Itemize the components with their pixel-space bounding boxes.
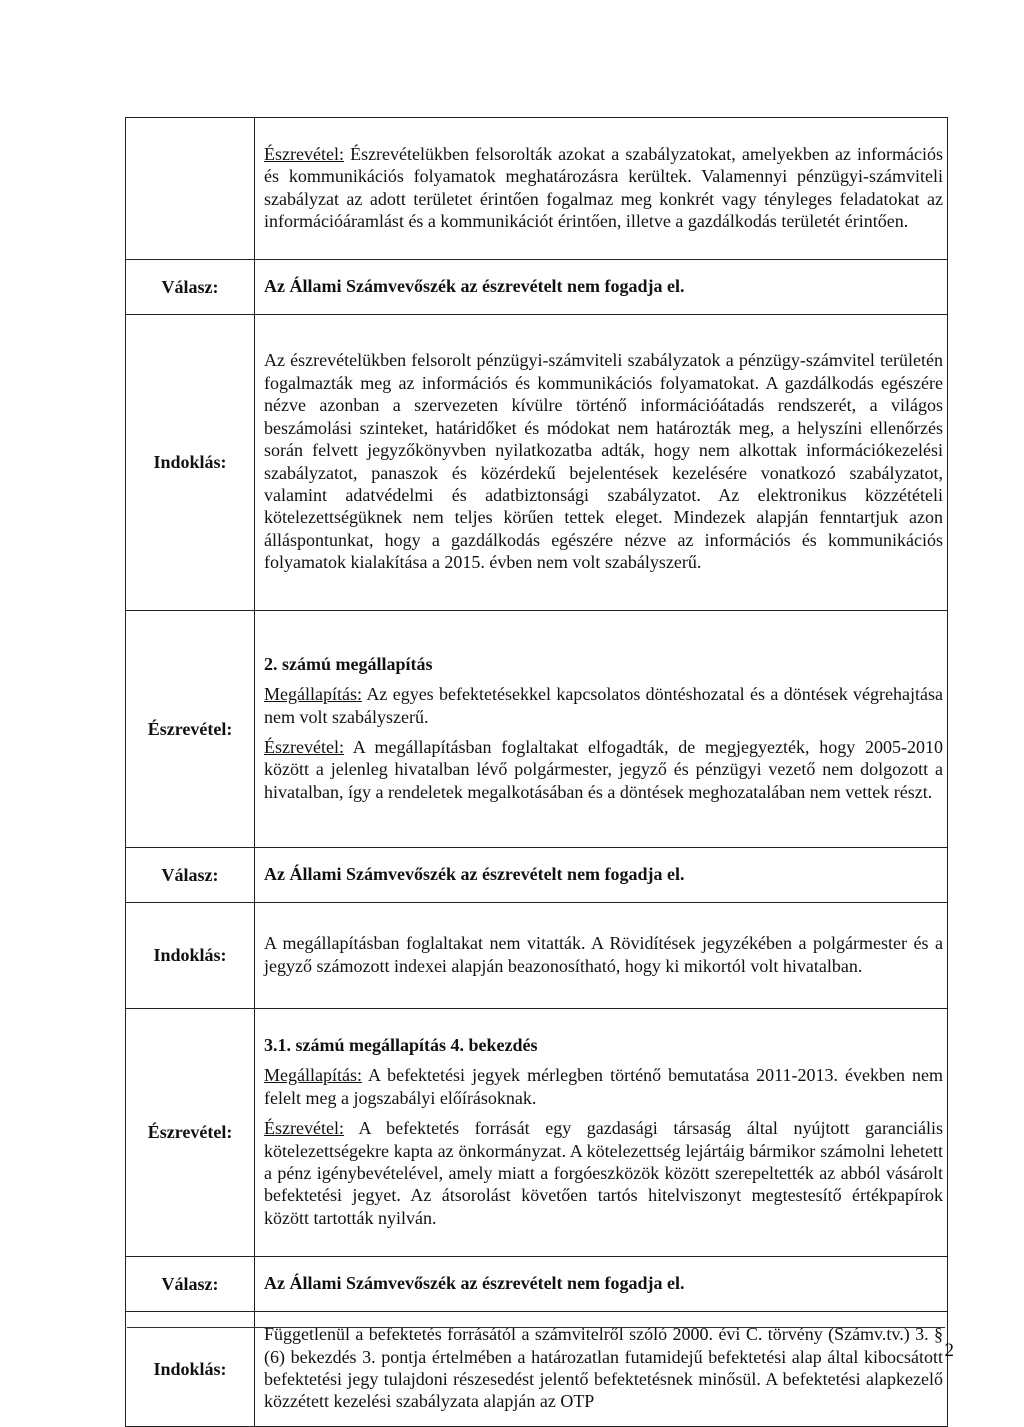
paragraph-heading: Észrevétel: xyxy=(264,737,344,757)
paragraph-text: A befektetés forrását egy gazdasági társaság által nyújtott garanciális kötelezettségekre kapta az önkormányzat. A kötelezettség lejártáig bármikor számolni lehetett a pénz igénybevételével, amely miatt a forgóeszközök között szerepeltették az abból vásárolt befektetési jegyet. Az átsorolást követően tartós hitelviszonyt megtestesítő értékpapírok között tartották nyilván. xyxy=(264,1118,943,1228)
paragraph-heading: Észrevétel: xyxy=(264,1118,344,1139)
table-row xyxy=(126,260,948,315)
paragraph xyxy=(264,1117,943,1229)
justification-text: A megállapításban foglaltakat nem vitatták. A Rövidítések jegyzékében a polgármester és a jegyző számozott indexei alapján beazonosítható, hogy ki mikortól volt hivatalban. xyxy=(255,903,948,1009)
justification-text: Függetlenül a befektetés forrásától a számvitelről szóló 2000. évi C. törvény (Számv.tv.) 3. § (6) bekezdés 3. pontja értelmében a határozatlan futamidejű befektetési alap által kibocsátott befektetési jegy tulajdoni részesedést jelentő befektetésnek minősül. A befektetési alapkezelő közzétett kezelési szabályzata alapján az OTP xyxy=(255,1312,948,1427)
paragraph-heading: Észrevétel: xyxy=(264,143,344,164)
table-row xyxy=(126,611,948,848)
row-label: Válasz: xyxy=(126,1257,255,1312)
table-row xyxy=(126,848,948,903)
paragraph xyxy=(264,683,943,728)
response-text: Az Állami Számvevőszék az észrevételt nem fogadja el. xyxy=(255,848,948,903)
table-row xyxy=(126,1257,948,1312)
row-content xyxy=(255,1009,948,1257)
response-table xyxy=(125,117,948,1427)
paragraph-heading: Megállapítás: xyxy=(264,684,362,705)
row-label: Válasz: xyxy=(126,260,255,315)
paragraph xyxy=(264,143,943,233)
paragraph-text: A megállapításban foglaltakat elfogadták, de megjegyezték, hogy 2005-2010 között a jelenleg hivatalban lévő polgármester, jegyző és pénzügyi vezető nem dolgozott a hivatalban, így a rendeletek megalkotásában és a döntések meghozatalában nem vettek részt. xyxy=(264,737,943,802)
row-label: Észrevétel: xyxy=(126,611,255,848)
footer-divider xyxy=(127,1327,945,1328)
response-text: Az Állami Számvevőszék az észrevételt nem fogadja el. xyxy=(255,260,948,315)
table-row xyxy=(126,118,948,260)
table-row xyxy=(126,1009,948,1257)
table-row xyxy=(126,315,948,611)
paragraph-text: Észrevételükben felsorolták azokat a szabályzatokat, amelyekben az információs és kommunikációs folyamatok meghatározásra kerültek. Valamennyi pénzügyi-számviteli szabályzat az adott területet érintően fogalmaz meg konkrét vagy tényleges feladatokat az információáramlást és a kommunikációt érintően, illetve a gazdálkodás területét érintően. xyxy=(264,143,943,231)
row-label xyxy=(126,118,255,260)
paragraph-text: Az egyes befektetésekkel kapcsolatos döntéshozatal és a döntések végrehajtása nem volt szabályszerű. xyxy=(264,684,943,727)
justification-text: Az észrevételükben felsorolt pénzügyi-számviteli szabályzatok a pénzügy-számvitel területén fogalmazták meg az információs és kommunikációs folyamatokat. A gazdálkodás egészére nézve azonban a szervezeten kívülre történő információátadás rendszerét, a világos beszámolási szinteket, határidőket és módokat nem határozták meg, a helyszíni ellenőrzés során felvett jegyzőkönyvben nyilatkozatba adták, hogy nem alkottak információkezelési szabályzatot, panaszok és közérdekű bejelentések kezelésére vonatkozó szabályzatot, valamint adatvédelmi és adatbiztonsági szabályzatot. Az elektronikus közzétételi kötelezettségüknek nem teljes körűen tettek eleget. Mindezek alapján fenntartjuk azon álláspontunkat, hogy a gazdálkodás egészére nézve az információs és kommunikációs folyamatok kialakítása a 2015. évben nem volt szabályszerű. xyxy=(255,315,948,611)
paragraph xyxy=(264,736,943,803)
page-number: 2 xyxy=(944,1340,954,1361)
row-label: Válasz: xyxy=(126,848,255,903)
row-label: Indoklás: xyxy=(126,903,255,1009)
paragraph-text: A befektetési jegyek mérlegben történő bemutatása 2011-2013. években nem felelt meg a jogszabályi előírásoknak. xyxy=(264,1065,943,1108)
row-content xyxy=(255,118,948,260)
response-text: Az Állami Számvevőszék az észrevételt nem fogadja el. xyxy=(255,1257,948,1312)
row-content xyxy=(255,611,948,848)
finding-heading: 2. számú megállapítás xyxy=(264,653,433,674)
paragraph xyxy=(264,1064,943,1109)
table-row xyxy=(126,903,948,1009)
paragraph-heading: Megállapítás: xyxy=(264,1065,362,1086)
row-label: Észrevétel: xyxy=(126,1009,255,1257)
finding-heading: 3.1. számú megállapítás 4. bekezdés xyxy=(264,1034,538,1055)
row-label: Indoklás: xyxy=(126,1312,255,1427)
row-label: Indoklás: xyxy=(126,315,255,611)
table-row xyxy=(126,1312,948,1427)
